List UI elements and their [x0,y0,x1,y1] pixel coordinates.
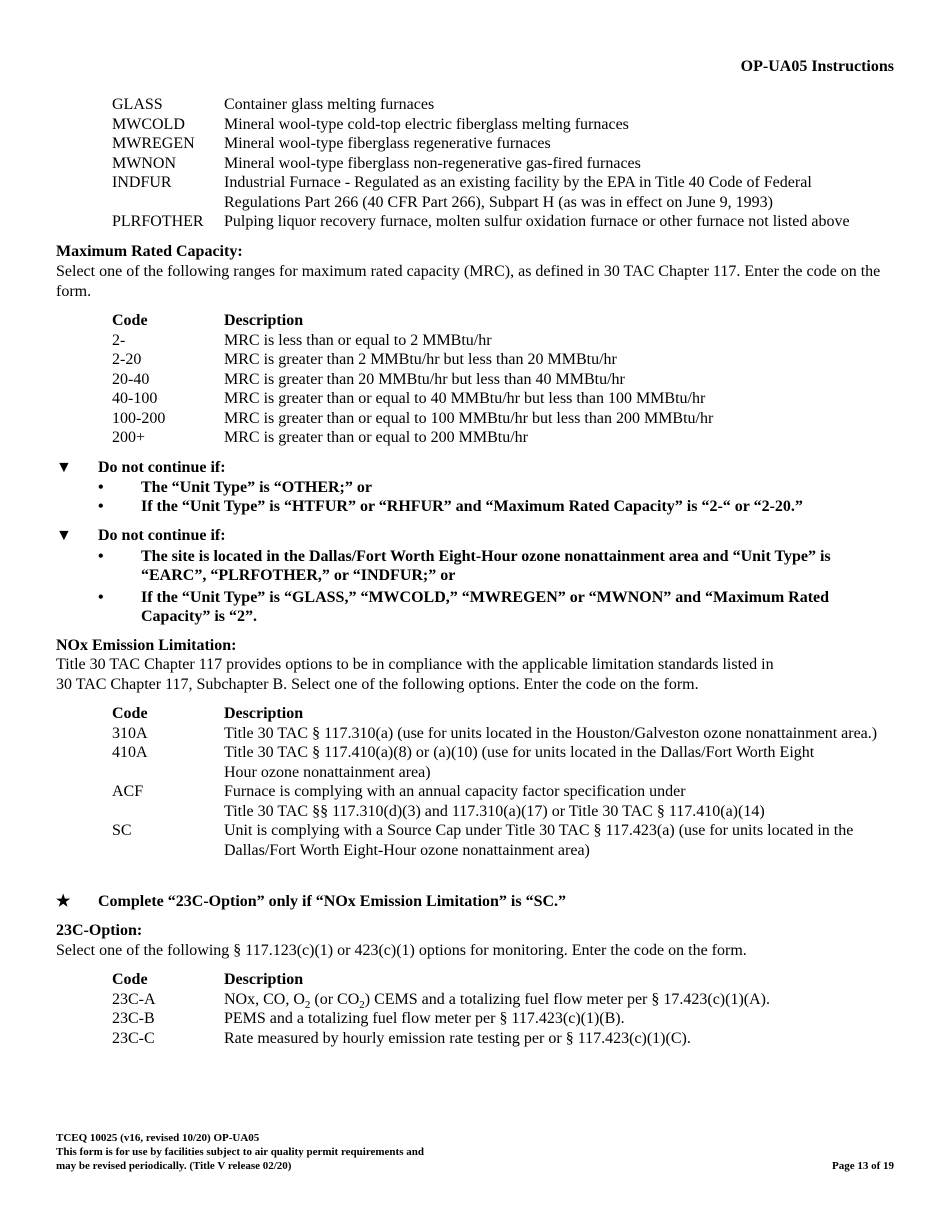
table-row [112,370,902,390]
table-header [112,704,902,724]
table-header [112,311,902,331]
down-triangle-icon: ▼ [56,527,72,544]
code-cell: 2- [112,331,126,349]
unit-type-table [112,95,902,232]
table-row [112,782,902,821]
code-cell: PLRFOTHER [112,213,204,230]
description-line: Furnace is complying with an annual capacity factor specification under [224,783,686,800]
code-cell: 2-20 [112,351,142,368]
description-cell: Mineral wool-type cold-top electric fiberglass melting furnaces [224,115,629,133]
mrc-table [112,311,902,448]
description-text: (or CO [310,990,360,1008]
nox-intro-line: 30 TAC Chapter 117, Subchapter B. Select one of the following options. Enter the code on the form. [56,675,699,693]
footer-line: TCEQ 10025 (v16, revised 10/20) OP-UA05 [56,1132,260,1144]
code-cell: ACF [112,783,144,800]
description-cell: Container glass melting furnaces [224,96,435,113]
stop-notice [56,458,896,517]
table-row [112,409,902,429]
star-icon: ★ [56,893,71,910]
description-cell: Unit is complying with a Source Cap under Title 30 TAC § 117.423(a) (use for units located in the Dallas/Fort Worth Eight-Hour ozone nonattainment area) [224,822,854,859]
description-cell: Title 30 TAC § 117.410(a)(8) or (a)(10) (use for units located in the Dallas/Fort Worth Eight Hour ozone nonattainment area) [224,744,815,781]
list-item [98,478,896,498]
table-row [112,1029,902,1049]
nox-intro-line: Title 30 TAC Chapter 117 provides options to be in compliance with the applicable limitation standards listed in [56,656,774,673]
table-row [112,821,902,860]
footer [56,1131,424,1173]
description-line: Title 30 TAC §§ 117.310(d)(3) and 117.310(a)(17) or Title 30 TAC § 117.410(a)(14) [224,802,765,820]
table-row [112,350,902,370]
description-column-header: Description [224,312,304,329]
code-cell: SC [112,822,132,839]
down-triangle-icon: ▼ [56,459,72,476]
code-cell: GLASS [112,96,163,113]
description-cell: MRC is greater than or equal to 100 MMBtu/hr but less than 200 MMBtu/hr [224,409,714,427]
page-header: OP-UA05 Instructions [740,58,894,75]
description-cell: MRC is greater than 20 MMBtu/hr but less than 40 MMBtu/hr [224,370,625,388]
code-cell: 100-200 [112,409,166,427]
page-number: Page 13 of 19 [831,1160,894,1172]
description-text: ) CEMS and a totalizing fuel flow meter per § 17.423(c)(1)(A). [364,990,770,1008]
opt23c-intro: Select one of the following § 117.123(c)(1) or 423(c)(1) options for monitoring. Enter the code on the form. [56,942,747,959]
table-row [112,134,902,154]
description-cell: Pulping liquor recovery furnace, molten sulfur oxidation furnace or other furnace not listed above [224,213,850,230]
mrc-heading: Maximum Rated Capacity: [56,243,243,260]
code-cell: MWNON [112,154,176,172]
description-cell: Industrial Furnace - Regulated as an existing facility by the EPA in Title 40 Code of Federal Regulations Part 266 (40 CFR Part 266), Subpart H (as was in effect on June 9, 1993) [224,174,812,211]
opt23c-table [112,970,902,1048]
nox-heading: NOx Emission Limitation: [56,637,237,654]
bullet-icon: • [98,498,104,515]
description-cell: MRC is less than or equal to 2 MMBtu/hr [224,331,492,349]
table-row [112,428,902,448]
notice-title: Complete “23C-Option” only if “NOx Emission Limitation” is “SC.” [98,893,567,910]
description-cell: Rate measured by hourly emission rate testing per or § 117.423(c)(1)(C). [224,1029,691,1047]
bullet-icon: • [98,588,104,606]
list-item [98,497,896,517]
table-row [112,95,902,115]
code-cell: MWREGEN [112,135,195,152]
code-cell: 23C-B [112,1010,155,1027]
list-item-text: If the “Unit Type” is “HTFUR” or “RHFUR” and “Maximum Rated Capacity” is “2-“ or “2-20.” [141,498,803,515]
table-row [112,1009,902,1029]
footer-line: This form is for use by facilities subject to air quality permit requirements and [56,1146,424,1158]
description-cell: MRC is greater than or equal to 200 MMBtu/hr [224,429,528,446]
code-cell: 200+ [112,429,146,446]
table-header [112,970,902,990]
code-cell: 40-100 [112,390,158,407]
code-cell: MWCOLD [112,115,185,133]
notice-title: Do not continue if: [98,459,226,476]
subscript: 2 [359,998,365,1011]
code-cell: 23C-A [112,990,156,1008]
code-cell: 410A [112,744,148,761]
table-row [112,724,902,744]
description-cell: Mineral wool-type fiberglass regenerative furnaces [224,135,551,152]
description-cell: PEMS and a totalizing fuel flow meter per § 117.423(c)(1)(B). [224,1010,625,1027]
stop-notice [56,526,896,627]
list-item-text: The site is located in the Dallas/Fort Worth Eight-Hour ozone nonattainment area and “Unit Type” is “EARC”, “PLRFOTHER,” or “INDFUR;” or [141,547,831,584]
description-text: NOx, CO, O [224,990,305,1008]
nox-intro [56,655,896,694]
description-cell: Title 30 TAC § 117.310(a) (use for units located in the Houston/Galveston ozone nonattainment area.) [224,724,878,742]
conditional-notice [56,892,896,912]
code-cell: INDFUR [112,174,172,191]
description-column-header: Description [224,705,304,722]
table-row [112,212,902,232]
notice-title: Do not continue if: [98,527,226,544]
nox-table [112,704,902,860]
bullet-icon: • [98,478,104,496]
table-row [112,154,902,174]
code-cell: 310A [112,724,148,742]
list-item-text: The “Unit Type” is “OTHER;” or [141,478,372,496]
code-cell: 20-40 [112,370,150,388]
mrc-intro: Select one of the following ranges for maximum rated capacity (MRC), as defined in 30 TAC Chapter 117. Enter the code on the form. [56,263,881,300]
bullet-icon: • [98,547,104,565]
code-column-header: Code [112,312,148,329]
opt23c-heading: 23C-Option: [56,922,143,939]
description-cell: MRC is greater than or equal to 40 MMBtu/hr but less than 100 MMBtu/hr [224,390,706,407]
table-row [112,331,902,351]
list-item [98,547,896,586]
description-cell [224,990,902,1010]
footer-line: may be revised periodically. (Title V release 02/20) [56,1160,292,1172]
description-cell: Mineral wool-type fiberglass non-regenerative gas-fired furnaces [224,154,641,172]
list-item [98,588,896,627]
description-cell: MRC is greater than 2 MMBtu/hr but less than 20 MMBtu/hr [224,351,617,368]
subscript: 2 [304,998,311,1011]
table-row [112,743,902,782]
table-row [112,389,902,409]
table-row [112,990,902,1010]
code-column-header: Code [112,971,148,988]
list-item-text: If the “Unit Type” is “GLASS,” “MWCOLD,” “MWREGEN” or “MWNON” and “Maximum Rated Capacity” is “2”. [141,588,830,625]
code-cell: 23C-C [112,1029,155,1047]
description-cell [224,782,902,821]
description-column-header: Description [224,971,304,988]
code-column-header: Code [112,705,148,722]
table-row [112,115,902,135]
table-row [112,173,902,212]
